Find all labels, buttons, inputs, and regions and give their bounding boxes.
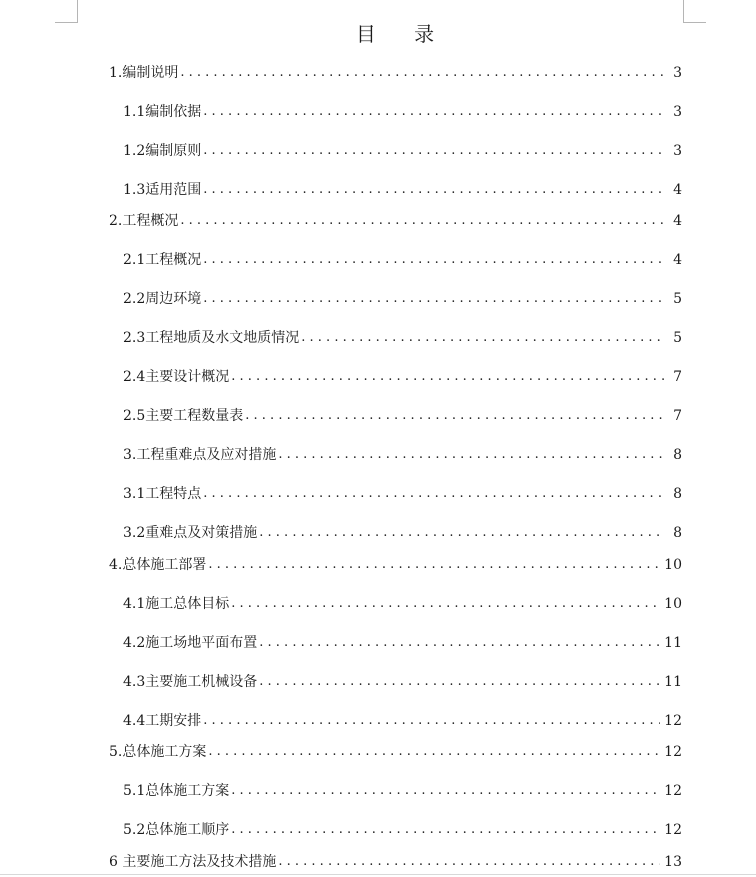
toc-entry-label: 4.2施工场地平面布置	[123, 635, 258, 651]
toc-leader-dots	[245, 406, 664, 426]
toc-entry[interactable]	[123, 289, 682, 309]
toc-entry-page: 10	[664, 596, 682, 612]
toc-entry[interactable]	[123, 250, 682, 270]
toc-entry[interactable]	[123, 711, 682, 731]
toc-leader-dots	[203, 250, 664, 270]
toc-entry-label: 3.工程重难点及应对措施	[123, 447, 277, 463]
toc-entry-page: 12	[664, 713, 682, 729]
toc-entry[interactable]	[123, 672, 682, 692]
toc-entry-label: 2.4主要设计概况	[123, 369, 230, 385]
toc-entry[interactable]	[123, 633, 682, 653]
toc-entry-label: 3.1工程特点	[123, 486, 202, 502]
toc-leader-dots	[180, 211, 664, 231]
toc-entry[interactable]	[109, 63, 682, 83]
toc-entry-label: 2.工程概况	[109, 213, 179, 229]
toc-entry-label: 4.4工期安排	[123, 713, 202, 729]
toc-entry[interactable]	[123, 484, 682, 504]
toc-entry-page: 13	[664, 854, 682, 870]
toc-entry-page: 3	[673, 143, 682, 159]
toc-entry-label: 2.3工程地质及水文地质情况	[123, 330, 300, 346]
toc-entry-label: 5.2总体施工顺序	[123, 822, 230, 838]
toc-entry-page: 4	[673, 182, 682, 198]
toc-leader-dots	[259, 633, 660, 653]
toc-entry-page: 12	[664, 744, 682, 760]
toc-entry[interactable]	[123, 180, 682, 200]
toc-entry-page: 11	[664, 674, 682, 690]
toc-title: 目 录	[355, 22, 451, 46]
toc-leader-dots	[231, 594, 660, 614]
toc-leader-dots	[208, 742, 660, 762]
toc-entry-page: 8	[673, 486, 682, 502]
toc-entry[interactable]	[109, 211, 682, 231]
toc-entry[interactable]	[123, 406, 682, 426]
toc-entry-label: 1.2编制原则	[123, 143, 202, 159]
toc-entry-label: 1.编制说明	[109, 65, 179, 81]
toc-entry-page: 3	[673, 104, 682, 120]
toc-leader-dots	[231, 820, 660, 840]
toc-entry[interactable]	[123, 102, 682, 122]
toc-entry-label: 2.1工程概况	[123, 252, 202, 268]
toc-leader-dots	[203, 484, 664, 504]
toc-entry[interactable]	[123, 328, 682, 348]
toc-entry[interactable]	[123, 367, 682, 387]
toc-entry-page: 5	[673, 330, 682, 346]
toc-leader-dots	[180, 63, 664, 83]
toc-entry[interactable]	[123, 820, 682, 840]
toc-entry-label: 5.总体施工方案	[109, 744, 207, 760]
toc-leader-dots	[301, 328, 664, 348]
toc-leader-dots	[203, 180, 664, 200]
toc-entry[interactable]	[123, 445, 682, 465]
toc-entry-label: 2.5主要工程数量表	[123, 408, 244, 424]
toc-entry-label: 4.1施工总体目标	[123, 596, 230, 612]
toc-leader-dots	[203, 289, 664, 309]
toc-entry-label: 1.3适用范围	[123, 182, 202, 198]
toc-leader-dots	[231, 781, 660, 801]
toc-leader-dots	[203, 102, 664, 122]
toc-leader-dots	[203, 711, 660, 731]
toc-leader-dots	[231, 367, 664, 387]
toc-entry-page: 11	[664, 635, 682, 651]
toc-entry-label: 5.1总体施工方案	[123, 783, 230, 799]
toc-entry-page: 8	[673, 447, 682, 463]
toc-entry-page: 12	[664, 822, 682, 838]
page-bottom-edge	[0, 874, 756, 875]
toc-leader-dots	[259, 523, 664, 543]
toc-entry-page: 8	[673, 525, 682, 541]
toc-entry[interactable]	[109, 555, 682, 575]
toc-entry-page: 7	[673, 408, 682, 424]
toc-entry-label: 2.2周边环境	[123, 291, 202, 307]
toc-entry-page: 4	[673, 252, 682, 268]
toc-leader-dots	[259, 672, 660, 692]
toc-entry-label: 6 主要施工方法及技术措施	[109, 854, 277, 870]
toc-entry-page: 5	[673, 291, 682, 307]
toc-entry[interactable]	[123, 141, 682, 161]
toc-leader-dots	[203, 141, 664, 161]
toc-entry-label: 3.2重难点及对策措施	[123, 525, 258, 541]
toc-entry-page: 10	[664, 557, 682, 573]
toc-entry-page: 7	[673, 369, 682, 385]
toc-entry[interactable]	[123, 523, 682, 543]
toc-entry[interactable]	[109, 742, 682, 762]
toc-entry-label: 1.1编制依据	[123, 104, 202, 120]
toc-leader-dots	[278, 852, 660, 872]
toc-entry[interactable]	[123, 781, 682, 801]
toc-entry-page: 3	[673, 65, 682, 81]
toc-entry-label: 4.总体施工部署	[109, 557, 207, 573]
toc-leader-dots	[208, 555, 660, 575]
toc-entry[interactable]	[109, 852, 682, 872]
toc-leader-dots	[278, 445, 664, 465]
toc-entry[interactable]	[123, 594, 682, 614]
toc-entry-page: 12	[664, 783, 682, 799]
toc-entry-label: 4.3主要施工机械设备	[123, 674, 258, 690]
toc-entry-page: 4	[673, 213, 682, 229]
